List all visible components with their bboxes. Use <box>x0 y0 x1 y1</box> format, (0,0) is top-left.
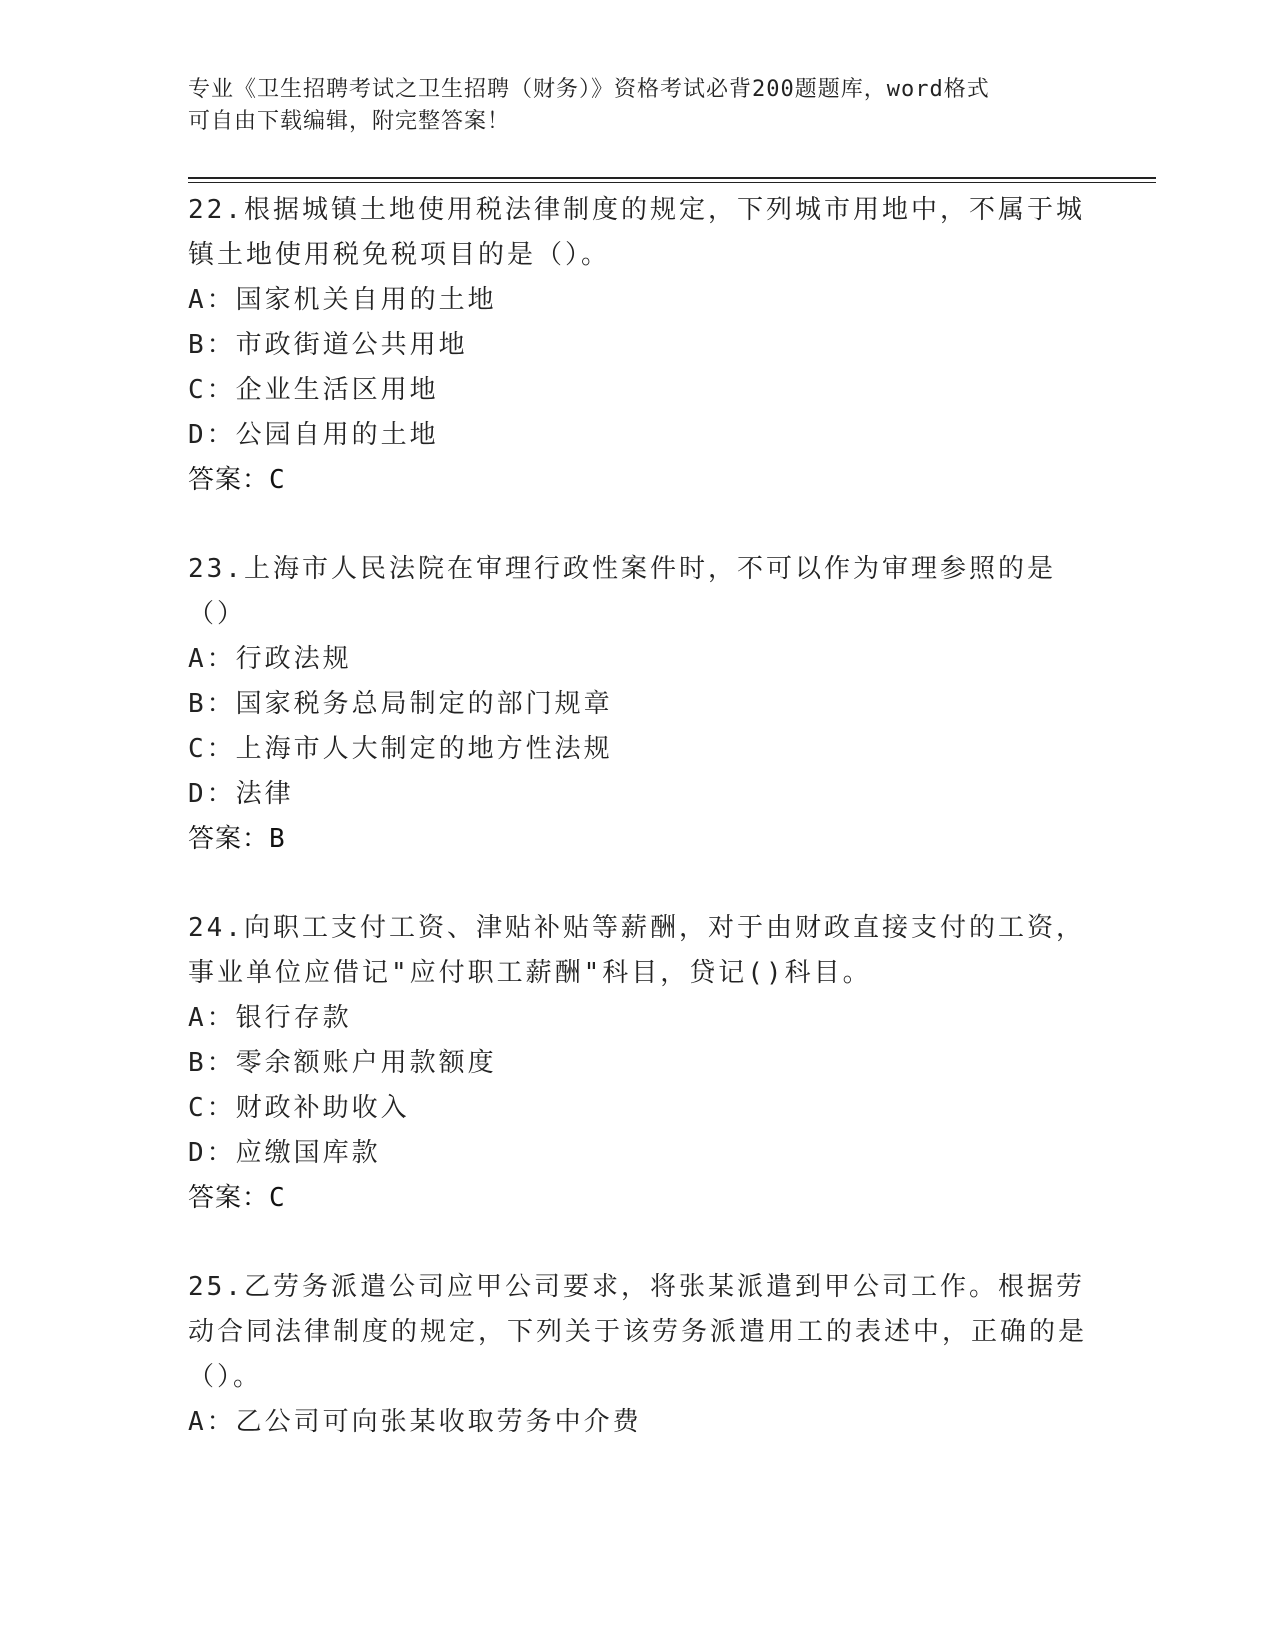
answer: 答案：C <box>188 465 286 495</box>
question-23 <box>188 547 1088 862</box>
question-stem: 25.乙劳务派遣公司应甲公司要求，将张某派遣到甲公司工作。根据劳动合同法律制度的规定，下列关于该劳务派遣用工的表述中，正确的是（）。 <box>188 1272 1088 1392</box>
option-b: B：零余额账户用款额度 <box>188 1048 497 1078</box>
question-stem: 24.向职工支付工资、津贴补贴等薪酬，对于由财政直接支付的工资，事业单位应借记"应付职工薪酬"科目，贷记()科目。 <box>188 913 1085 988</box>
question-gap <box>188 862 1088 906</box>
option-d: D：公园自用的土地 <box>188 420 439 450</box>
question-gap <box>188 503 1088 547</box>
option-c: C：财政补助收入 <box>188 1093 410 1123</box>
option-d: D：应缴国库款 <box>188 1138 381 1168</box>
answer: 答案：B <box>188 824 286 854</box>
question-stem: 22.根据城镇土地使用税法律制度的规定，下列城市用地中，不属于城镇土地使用税免税项目的是（）。 <box>188 195 1085 270</box>
option-a: A：行政法规 <box>188 644 352 674</box>
option-a: A：国家机关自用的土地 <box>188 285 497 315</box>
option-a: A：银行存款 <box>188 1003 352 1033</box>
document-header <box>188 74 1088 138</box>
option-c: C：上海市人大制定的地方性法规 <box>188 734 613 764</box>
question-22 <box>188 188 1088 503</box>
question-25 <box>188 1265 1088 1445</box>
option-d: D：法律 <box>188 779 294 809</box>
option-b: B：市政街道公共用地 <box>188 330 468 360</box>
option-c: C：企业生活区用地 <box>188 375 439 405</box>
question-24 <box>188 906 1088 1221</box>
question-list <box>188 188 1088 1445</box>
header-line-1: 专业《卫生招聘考试之卫生招聘（财务）》资格考试必背200题题库，word格式 <box>188 77 990 102</box>
header-divider-thick <box>188 177 1156 179</box>
question-stem: 23.上海市人民法院在审理行政性案件时，不可以作为审理参照的是（） <box>188 554 1056 629</box>
option-b: B：国家税务总局制定的部门规章 <box>188 689 613 719</box>
answer: 答案：C <box>188 1183 286 1213</box>
header-line-2: 可自由下载编辑，附完整答案！ <box>188 109 511 134</box>
question-gap <box>188 1221 1088 1265</box>
header-divider-thin <box>188 182 1156 183</box>
option-a: A：乙公司可向张某收取劳务中介费 <box>188 1407 642 1437</box>
